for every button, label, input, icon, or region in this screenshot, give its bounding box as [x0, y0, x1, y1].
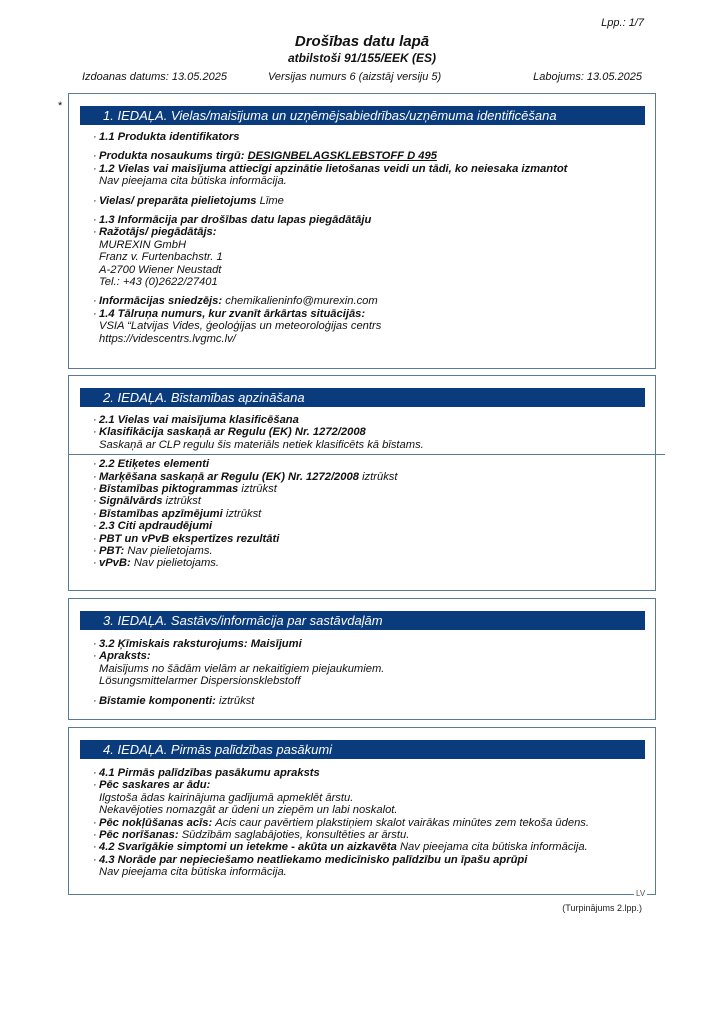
- line: Lösungsmittelarmer Dispersionsklebstoff: [99, 675, 301, 688]
- section-2-box: [68, 375, 656, 591]
- line: · 2.2 Etiķetes elementi: [93, 458, 210, 471]
- line: Nav pieejama cita būtiska informācija.: [99, 866, 287, 879]
- line: Saskaņā ar CLP regulu šis materiāls netiek klasificēts kā bīstams.: [99, 438, 424, 451]
- section-2-content: [93, 414, 645, 570]
- line: · Bīstamie komponenti: iztrūkst: [93, 694, 255, 707]
- line: · 4.3 Norāde par nepieciešamo neatliekamo medicīnisko palīdzību un īpašu aprūpi: [93, 853, 528, 866]
- line: · 1.1 Produkta identifikators: [93, 131, 240, 143]
- divider: [69, 454, 665, 455]
- emergency-org: VSIA “Latvijas Vides, ģeoloģijas un meteoroloģijas centrs: [99, 320, 382, 333]
- line: · Apraksts:: [93, 650, 151, 663]
- continued-note: (Turpinājums 2.lpp.): [562, 903, 642, 913]
- section-1-header: 1. IEDAĻA. Vielas/maisījuma un uzņēmējsabiedrības/uzņēmuma identificēšana: [80, 106, 645, 125]
- section-4-box: [68, 727, 656, 895]
- line: Ilgstoša ādas kairinājuma gadījumā apmeklēt ārstu.: [99, 791, 354, 804]
- section-3-box: [68, 598, 656, 720]
- section-4-header: 4. IEDAĻA. Pirmās palīdzības pasākumi: [80, 740, 645, 759]
- line: · Signālvārds iztrūkst: [93, 495, 201, 508]
- supplier-name: MUREXIN GmbH: [99, 238, 187, 251]
- line: Nav pieejama cita būtiska informācija.: [99, 175, 287, 188]
- line: Maisījums no šādām vielām ar nekaitīgiem piejaukumiem.: [99, 662, 385, 675]
- line: · Pēc nokļūšanas acīs: Acis caur pavērtiem plakstiņiem skalot vairākas minūtes zem tekoša ūdens.: [93, 816, 589, 829]
- supplier-city: A-2700 Wiener Neustadt: [99, 263, 222, 276]
- product-name-line: · Produkta nosaukums tirgū: DESIGNBELAGSKLEBSTOFF D 495: [93, 150, 437, 163]
- footer-rule: [68, 894, 656, 895]
- line: · 2.3 Citi apdraudējumi: [93, 520, 213, 533]
- line: · 2.1 Vielas vai maisījuma klasificēšana: [93, 414, 299, 426]
- language-code: LV: [636, 889, 646, 898]
- line: · 4.2 Svarīgākie simptomi un ietekme - akūta un aizkavēta Nav pieejama cita būtiska informācija.: [93, 841, 588, 854]
- section-4-content: [93, 767, 645, 879]
- section-3-content: [93, 638, 645, 707]
- line: · Bīstamības apzīmējumi iztrūkst: [93, 507, 262, 520]
- section-1-box: [68, 93, 656, 369]
- line: · 1.4 Tālruņa numurs, kur zvanīt ārkārtas situācijās:: [93, 307, 366, 320]
- version-number: Versijas numurs 6 (aizstāj versiju 5): [268, 71, 442, 83]
- section-3-header: 3. IEDAĻA. Sastāvs/informācija par sastāvdaļām: [80, 611, 645, 630]
- supplier-street: Franz v. Furtenbachstr. 1: [99, 251, 223, 264]
- page-number: Lpp.: 1/7: [601, 17, 644, 29]
- section-2-header: 2. IEDAĻA. Bīstamības apzināšana: [80, 388, 645, 407]
- line: · Bīstamības piktogrammas iztrūkst: [93, 483, 277, 496]
- info-email-link[interactable]: chemikalieninfo@murexin.com: [225, 295, 378, 308]
- product-name: DESIGNBELAGSKLEBSTOFF D 495: [247, 150, 437, 163]
- line: · 1.3 Informācija par drošības datu lapas piegādātāju: [93, 214, 372, 227]
- section-1-content: [93, 131, 645, 345]
- issue-date: Izdoanas datums: 13.05.2025: [82, 71, 227, 83]
- line: Nekavējoties nomazgāt ar ūdeni un ziepēm un labi noskalot.: [99, 804, 398, 817]
- document-subtitle: atbilstoši 91/155/EEK (ES): [287, 51, 437, 65]
- line: · PBT un vPvB ekspertīzes rezultāti: [93, 532, 280, 545]
- emergency-url-link[interactable]: https://videscentrs.lvgmc.lv/: [99, 332, 236, 345]
- line: · Klasifikācija saskaņā ar Regulu (EK) Nr. 1272/2008: [93, 426, 366, 439]
- line: · Vielas/ preparāta pielietojums Līme: [93, 194, 284, 207]
- info-provider-line: · Informācijas sniedzējs: chemikalieninfo@murexin.com: [93, 295, 378, 308]
- changed-marker: *: [58, 100, 63, 112]
- document-title: Drošības datu lapā: [294, 33, 430, 50]
- line: · Pēc saskares ar ādu:: [93, 779, 211, 792]
- line: · Marķēšana saskaņā ar Regulu (EK) Nr. 1272/2008 iztrūkst: [93, 470, 398, 483]
- line: · 3.2 Ķīmiskais raksturojums: Maisījumi: [93, 638, 302, 650]
- line: · vPvB: Nav pielietojams.: [93, 557, 220, 570]
- line: · Pēc norīšanas: Sūdzībām saglabājoties, konsultēties ar ārstu.: [93, 829, 410, 842]
- line: · 1.2 Vielas vai maisījuma attiecīgi apzinātie lietošanas veidi un tādi, ko neiesaka izmantot: [93, 162, 568, 175]
- line: · Ražotājs/ piegādātājs:: [93, 226, 217, 239]
- line: · PBT: Nav pielietojams.: [93, 545, 213, 558]
- revision-date: Labojums: 13.05.2025: [533, 71, 642, 83]
- line: · 4.1 Pirmās palīdzības pasākumu apraksts: [93, 767, 320, 779]
- supplier-phone: Tel.: +43 (0)2622/27401: [99, 276, 218, 289]
